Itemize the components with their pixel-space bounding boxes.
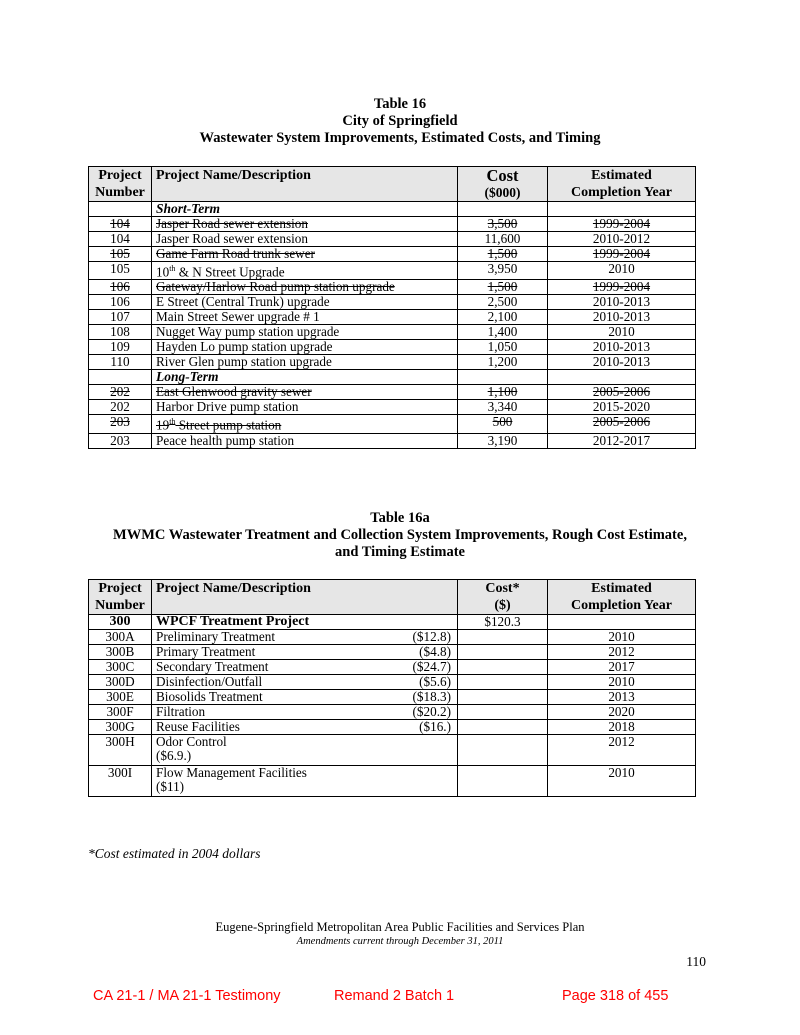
project-name [152,735,458,766]
table-row [89,340,696,355]
header-text: ($000) [484,185,521,200]
cost-footnote: *Cost estimated in 2004 dollars [88,846,261,861]
table-row [89,232,696,247]
project-name [152,415,458,433]
project-cost: $120.3 [458,615,548,630]
completion-year: 2010-2013 [548,295,696,310]
project-number: 202 [89,400,152,415]
project-name: Harbor Drive pump station [152,400,458,415]
sub-cost: ($5.6) [419,674,451,689]
header-text: Number [95,598,145,613]
table-row [89,766,696,797]
name-text: Filtration [156,704,206,719]
empty-cell [458,720,548,735]
section-row [89,370,696,385]
project-name: Hayden Lo pump station upgrade [152,340,458,355]
empty-cell [458,735,548,766]
completion-year: 2010 [548,766,696,797]
page-number: 110 [686,954,706,969]
completion-year: 2012 [548,735,696,766]
name-with-cost [156,675,453,689]
sub-cost: ($20.2) [412,704,451,719]
empty-cell [548,370,696,385]
project-number: 106 [89,280,152,295]
empty-cell [458,645,548,660]
completion-year: 2010 [548,262,696,280]
sub-cost: ($12.8) [412,629,451,644]
completion-year: 2018 [548,720,696,735]
project-name [152,660,458,675]
project-name: Jasper Road sewer extension [152,217,458,232]
project-name [152,690,458,705]
name-text: Primary Treatment [156,644,256,659]
plan-title: Eugene-Springfield Metropolitan Area Public Facilities and Services Plan [215,920,585,934]
project-number: 110 [89,355,152,370]
name-text: Secondary Treatment [156,659,269,674]
name-with-cost [156,720,453,734]
name-with-cost [156,705,453,719]
header-text: Cost* [485,581,520,596]
stamp-batch: Remand 2 Batch 1 [334,988,455,1004]
header-project-name: Project Name/Description [152,580,458,615]
stamp-page-count: Page 318 of 455 [562,988,669,1004]
stamp-case-id: CA 21-1 / MA 21-1 Testimony [93,988,281,1004]
empty-cell [458,660,548,675]
completion-year: 2020 [548,705,696,720]
table-row [89,400,696,415]
sub-cost: ($24.7) [412,659,451,674]
completion-year [548,615,696,630]
completion-year: 2012 [548,645,696,660]
project-name [152,262,458,280]
table-row [89,433,696,448]
header-completion-year [548,167,696,202]
project-name [152,645,458,660]
completion-year: 2005-2006 [548,385,696,400]
project-number: 109 [89,340,152,355]
completion-year: 2013 [548,690,696,705]
table-row [89,247,696,262]
project-number: 105 [89,247,152,262]
project-cost: 1,100 [458,385,548,400]
project-name [152,630,458,645]
table-16-body [89,202,696,449]
name-with-cost [156,645,453,659]
header-text: Completion Year [571,185,672,200]
table-row [89,690,696,705]
project-number: 202 [89,385,152,400]
header-text: ($) [494,598,511,613]
project-number: 106 [89,295,152,310]
table-16-city: City of Springfield [342,113,458,129]
table-16a-header-row [89,580,696,615]
project-number: 300D [89,675,152,690]
completion-year: 2010-2013 [548,355,696,370]
project-cost: 3,190 [458,433,548,448]
table-16a-subtitle: MWMC Wastewater Treatment and Collection System Improvements, Rough Cost Estimate, and Timing Estimate [113,527,687,560]
table-row [89,735,696,766]
header-project-number [89,580,152,615]
project-name: Jasper Road sewer extension [152,232,458,247]
empty-cell [89,370,152,385]
project-number: 300H [89,735,152,766]
completion-year: 2005-2006 [548,415,696,433]
table-16a-body [89,615,696,797]
table-16-subtitle: Wastewater System Improvements, Estimated Costs, and Timing [199,130,601,146]
sub-cost: ($11) [156,779,185,794]
sub-cost: ($6.9.) [156,748,192,763]
project-cost: 1,500 [458,247,548,262]
empty-cell [458,202,548,217]
empty-cell [458,690,548,705]
table-row [89,415,696,433]
name-text: Reuse Facilities [156,719,240,734]
table-row [89,217,696,232]
project-number: 104 [89,232,152,247]
empty-cell [458,705,548,720]
project-number: 105 [89,262,152,280]
project-number: 104 [89,217,152,232]
completion-year: 2010 [548,630,696,645]
table-16-label: Table 16 [373,96,427,112]
table-row [89,385,696,400]
header-completion-year [548,580,696,615]
header-text: Completion Year [571,598,672,613]
table-16-title [0,96,800,147]
project-number: 203 [89,433,152,448]
name-with-cost [156,690,453,704]
completion-year: 2010-2013 [548,310,696,325]
plan-subtitle: Amendments current through December 31, 2011 [296,936,504,947]
table-row [89,355,696,370]
project-number: 107 [89,310,152,325]
project-name [152,720,458,735]
project-cost: 11,600 [458,232,548,247]
completion-year: 2010-2012 [548,232,696,247]
completion-year: 2017 [548,660,696,675]
table-row [89,325,696,340]
header-cost [458,580,548,615]
completion-year: 2010-2013 [548,340,696,355]
project-name [152,705,458,720]
project-name: River Glen pump station upgrade [152,355,458,370]
table-row [89,310,696,325]
completion-year: 2015-2020 [548,400,696,415]
project-number: 300I [89,766,152,797]
project-number: 300G [89,720,152,735]
project-number: 300 [89,615,152,630]
section-label: Long-Term [152,370,458,385]
header-project-name: Project Name/Description [152,167,458,202]
completion-year: 1999-2004 [548,217,696,232]
table-16a-title [100,510,700,561]
empty-cell [89,202,152,217]
project-name [152,675,458,690]
project-cost: 2,100 [458,310,548,325]
project-name: Main Street Sewer upgrade # 1 [152,310,458,325]
header-text: Cost [486,166,519,185]
project-cost: 500 [458,415,548,433]
project-cost: 1,400 [458,325,548,340]
project-number: 300F [89,705,152,720]
project-cost: 1,500 [458,280,548,295]
header-cost [458,167,548,202]
project-name [152,766,458,797]
sub-cost: ($18.3) [412,689,451,704]
project-number: 203 [89,415,152,433]
header-text: Project [98,168,142,183]
header-text: Number [95,185,145,200]
project-name: Peace health pump station [152,433,458,448]
project-name: Nugget Way pump station upgrade [152,325,458,340]
name-with-cost [156,660,453,674]
project-cost: 1,050 [458,340,548,355]
name-text: Disinfection/Outfall [156,674,263,689]
section-row [89,202,696,217]
project-number: 300C [89,660,152,675]
empty-cell [548,202,696,217]
header-text: Project [98,581,142,596]
table-row [89,262,696,280]
table-16a-label: Table 16a [370,510,430,526]
table-row [89,660,696,675]
header-text: Estimated [591,581,652,596]
project-cost: 3,340 [458,400,548,415]
table-16 [88,166,696,449]
project-name: Gateway/Harlow Road pump station upgrade [152,280,458,295]
table-row [89,630,696,645]
project-number: 108 [89,325,152,340]
main-project-row [89,615,696,630]
project-cost: 3,500 [458,217,548,232]
name-text: Biosolids Treatment [156,689,263,704]
section-label: Short-Term [152,202,458,217]
ordinal-suffix: th [169,264,176,273]
table-row [89,675,696,690]
name-text: Odor Control [156,734,227,749]
table-row [89,705,696,720]
project-name: E Street (Central Trunk) upgrade [152,295,458,310]
name-text: Street pump station [175,417,282,433]
project-cost: 3,950 [458,262,548,280]
project-number: 300A [89,630,152,645]
name-prefix: 19 [156,417,170,433]
name-text: Preliminary Treatment [156,629,276,644]
completion-year: 1999-2004 [548,247,696,262]
name-prefix: 10 [156,264,170,280]
project-cost: 2,500 [458,295,548,310]
project-number: 300E [89,690,152,705]
empty-cell [458,675,548,690]
sub-cost: ($16.) [419,719,451,734]
completion-year: 2010 [548,325,696,340]
project-name: WPCF Treatment Project [152,615,458,630]
table-16-header-row [89,167,696,202]
header-project-number [89,167,152,202]
table-row [89,295,696,310]
name-text: Flow Management Facilities [156,765,307,780]
table-16a [88,579,696,797]
empty-cell [458,766,548,797]
empty-cell [458,370,548,385]
project-number: 300B [89,645,152,660]
completion-year: 2012-2017 [548,433,696,448]
completion-year: 2010 [548,675,696,690]
table-row [89,720,696,735]
project-cost: 1,200 [458,355,548,370]
name-with-cost [156,630,453,644]
table-row [89,280,696,295]
project-name: East Glenwood gravity sewer [152,385,458,400]
ordinal-suffix: th [169,417,176,427]
completion-year: 1999-2004 [548,280,696,295]
name-text: & N Street Upgrade [175,264,285,280]
header-text: Estimated [591,168,652,183]
table-row [89,645,696,660]
empty-cell [458,630,548,645]
sub-cost: ($4.8) [419,644,451,659]
project-name: Game Farm Road trunk sewer [152,247,458,262]
